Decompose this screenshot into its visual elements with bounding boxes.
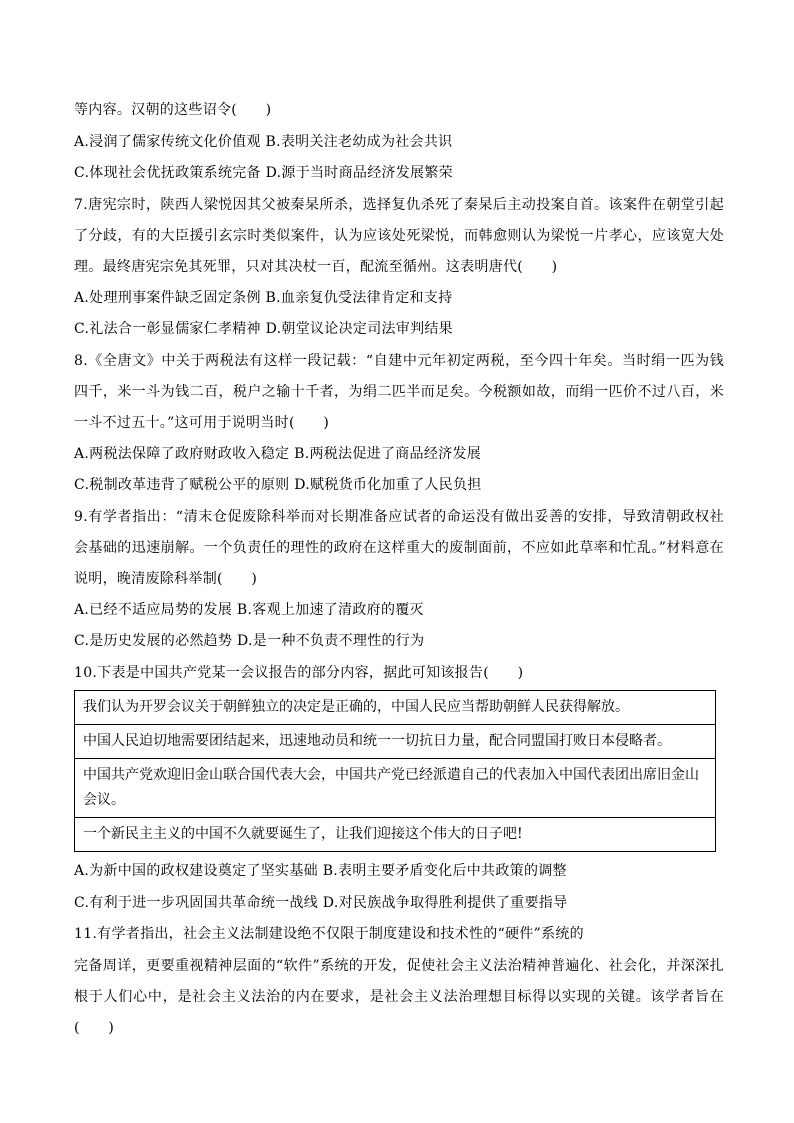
q9-options-cd: C.是历史发展的必然趋势 D.是一种不负责不理性的行为 [74, 633, 425, 649]
table-row: 中国人民迫切地需要团结起来，迅速地动员和统一一切抗日力量，配合同盟国打败日本侵略者。 [75, 724, 715, 758]
q9-options-ab: A.已经不适应局势的发展 B.客观上加速了清政府的覆灭 [74, 601, 424, 618]
q10-table [74, 690, 716, 852]
q9-stem: 9.有学者指出：“清末仓促废除科举而对长期准备应试者的命运没有做出妥善的安排，导致清朝政权社会基础的迅速崩解。一个负责任的理性的政府在这样重大的废制面前，不应如此草率和忙乱。”材料意在说明，晚清废除科举制( ) [74, 508, 724, 587]
q8-options-ab: A.两税法保障了政府财政收入稳定 B.两税法促进了商品经济发展 [74, 445, 482, 462]
table-row: 中国共产党欢迎旧金山联合国代表大会，中国共产党已经派遣自己的代表加入中国代表团出席旧金山会议。 [75, 758, 715, 817]
table-row: 我们认为开罗会议关于朝鲜独立的决定是正确的，中国人民应当帮助朝鲜人民获得解放。 [83, 699, 629, 715]
q7-options-ab: A.处理刑事案件缺乏固定条例 B.血亲复仇受法律肯定和支持 [74, 289, 453, 306]
q7-stem: 7.唐宪宗时，陕西人梁悦因其父被秦杲所杀，选择复仇杀死了秦杲后主动投案自首。该案件在朝堂引起了分歧，有的大臣援引玄宗时类似案件，认为应该处死梁悦，而韩愈则认为梁悦一片孝心，应该宽大处理。最终唐宪宗免其死罪，只对其决杖一百，配流至循州。这表明唐代( ) [74, 196, 724, 275]
exam-page [74, 95, 724, 1044]
q11-stem-line1: 11.有学者指出，社会主义法制建设绝不仅限于制度建设和技术性的“硬件”系统的 [74, 926, 584, 942]
q8-stem: 8.《全唐文》中关于两税法有这样一段记载：“自建中元年初定两税，至今四十年矣。当时绢一匹为钱四千，米一斗为钱二百，税户之输十千者，为绢二匹半而足矣。今税额如故，而绢一匹价不过八百，米一斗不过五十。”这可用于说明当时( ) [74, 352, 724, 431]
q8-options-cd: C.税制改革违背了赋税公平的原则 D.赋税货币化加重了人民负担 [74, 477, 482, 493]
q7-options-cd: C.礼法合一彰显儒家仁孝精神 D.朝堂议论决定司法审判结果 [74, 321, 453, 337]
q10-stem: 10.下表是中国共产党某一会议报告的部分内容，据此可知该报告( ) [74, 664, 524, 681]
q6-stem-tail: 等内容。汉朝的这些诏令( ) [74, 102, 272, 118]
q6-options-cd: C.体现社会优抚政策系统完备 D.源于当时商品经济发展繁荣 [74, 165, 453, 181]
table-row: 一个新民主主义的中国不久就要诞生了，让我们迎接这个伟大的日子吧! [75, 817, 715, 851]
q10-options-ab: A.为新中国的政权建设奠定了坚实基础 B.表明主要矛盾变化后中共政策的调整 [74, 863, 567, 879]
q11-stem-rest: 完备周详，更要重视精神层面的“软件”系统的开发，促使社会主义法治精神普遍化、社会化，并深深扎根于人们心中，是社会主义法治的内在要求，是社会主义法治理想目标得以实现的关键。该学者旨在( ) [74, 957, 724, 1036]
q10-options-cd: C.有利于进一步巩固国共革命统一战线 D.对民族战争取得胜利提供了重要指导 [74, 894, 568, 911]
q6-options-ab: A.浸润了儒家传统文化价值观 B.表明关注老幼成为社会共识 [74, 133, 453, 150]
